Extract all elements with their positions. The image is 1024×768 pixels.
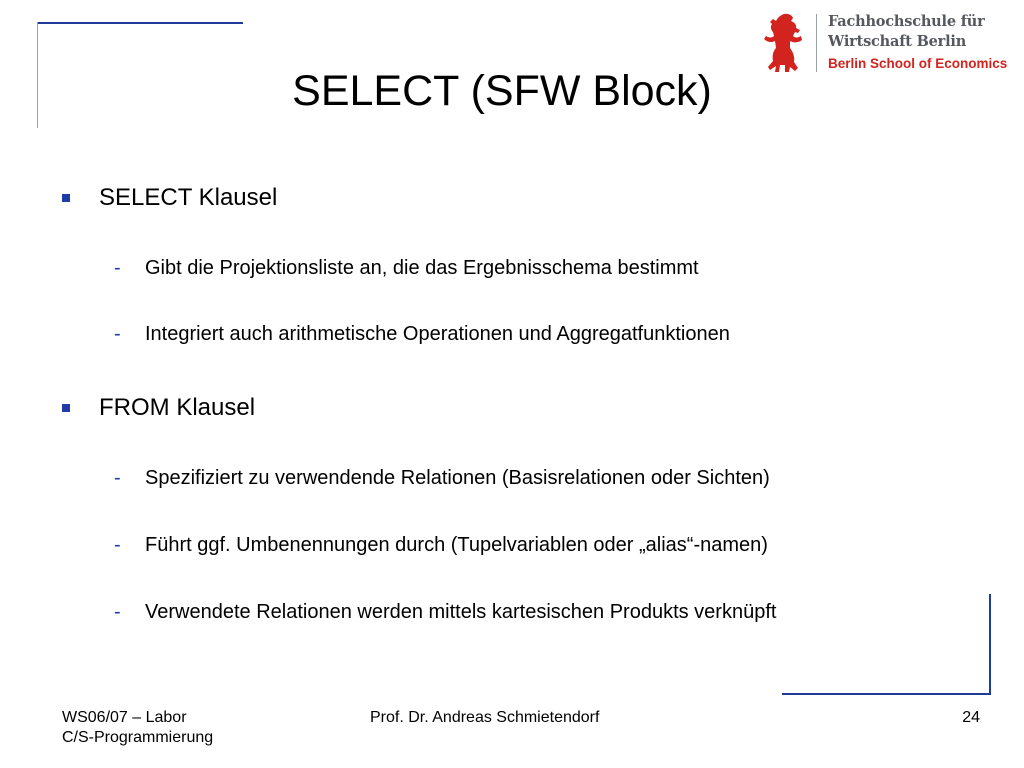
footer-author: Prof. Dr. Andreas Schmietendorf [370,709,600,726]
dash-bullet-icon: - [114,467,121,489]
page-number: 24 [962,709,980,726]
dash-bullet-icon: - [114,257,121,279]
square-bullet-icon [62,404,70,412]
sub-bullet-text: Integriert auch arithmetische Operationen und Aggregatfunktionen [145,323,730,345]
sub-bullet-text: Gibt die Projektionsliste an, die das Ergebnisschema bestimmt [145,257,699,279]
sub-bullet-text: Führt ggf. Umbenennungen durch (Tupelvariablen oder „alias“-namen) [145,534,768,556]
bullet-label: FROM Klausel [99,394,256,421]
footer-course-line2: C/S-Programmierung [62,729,214,746]
bullet-label: SELECT Klausel [99,184,278,211]
logo-text-line2: Wirtschaft Berlin [828,33,967,50]
logo-text-line1: Fachhochschule für [828,13,985,30]
square-bullet-icon [62,194,70,202]
dash-bullet-icon: - [114,323,121,345]
logo-text-line3: Berlin School of Economics [828,56,1008,71]
slide-title: SELECT (SFW Block) [292,67,712,115]
footer-course [62,708,213,748]
footer-course-line1: WS06/07 – Labor [62,709,187,726]
dash-bullet-icon: - [114,534,121,556]
dash-bullet-icon: - [114,601,121,623]
sub-bullet-text: Spezifiziert zu verwendende Relationen (Basisrelationen oder Sichten) [145,467,770,489]
sub-bullet-text: Verwendete Relationen werden mittels kartesischen Produkts verknüpft [145,601,777,623]
